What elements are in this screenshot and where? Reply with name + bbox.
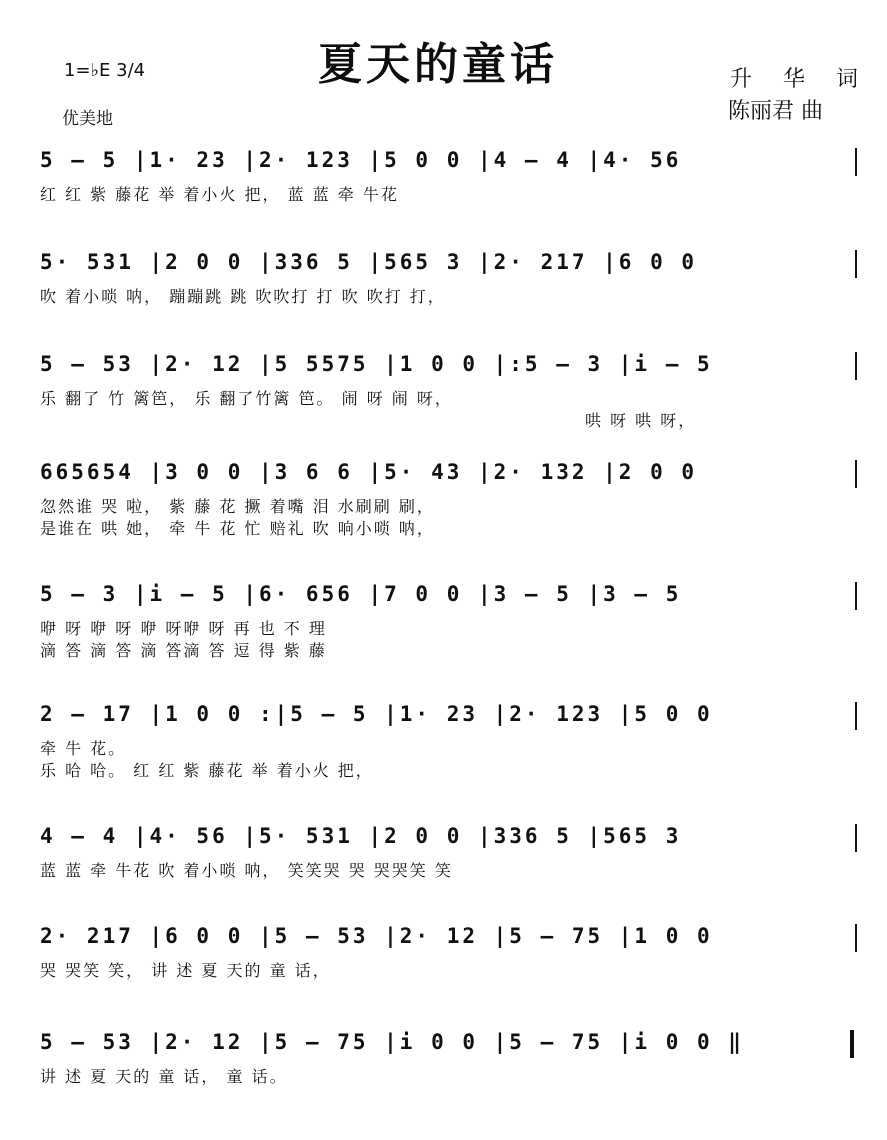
tempo-marking: 优美地 (62, 109, 113, 129)
song-title: 夏天的童话 (318, 39, 558, 90)
music-system (0, 916, 887, 1034)
lyric-line: 哭 哭笑 笑， 讲 述 夏 天的 童 话， (40, 961, 331, 980)
notation-line: 2· 217 |6 0 0 |5 – 53 |2· 12 |5 – 75 |1 0 0 (40, 924, 713, 948)
music-system (0, 344, 887, 462)
notation-line: 5 – 3 |i – 5 |6· 656 |7 0 0 |3 – 5 |3 – 5 (40, 582, 682, 606)
lyric-line: 蓝 蓝 牵 牛花 吹 着小唢 呐， 笑笑哭 哭 哭哭笑 笑 (40, 861, 453, 880)
barline (855, 824, 857, 852)
lyric-line: 乐 哈 哈。 红 红 紫 藤花 举 着小火 把， (40, 761, 374, 780)
barline (855, 924, 857, 952)
notation-line: 2 – 17 |1 0 0 :|5 – 5 |1· 23 |2· 123 |5 0 0 (40, 702, 713, 726)
music-system (0, 140, 887, 258)
music-system (0, 242, 887, 360)
notation-line: 5· 531 |2 0 0 |336 5 |565 3 |2· 217 |6 0 0 (40, 250, 698, 274)
lyric-line: 滴 答 滴 答 滴 答滴 答 逗 得 紫 藤 (40, 641, 327, 660)
notation-line: 5 – 53 |2· 12 |5 5575 |1 0 0 |:5 – 3 |i – 5 (40, 352, 713, 376)
notation-line: 665654 |3 0 0 |3 6 6 |5· 43 |2· 132 |2 0 0 (40, 460, 698, 484)
barline (855, 250, 857, 278)
lyric-line: 牵 牛 花。 (40, 739, 127, 758)
barline (855, 460, 857, 488)
lyric-line: 是谁在 哄 她， 牵 牛 花 忙 赔礼 吹 响小唢 呐， (40, 519, 435, 538)
lyric-line: 乐 翻了 竹 篱笆， 乐 翻了竹篱 笆。 闹 呀 闹 呀， (40, 389, 453, 408)
lyric-line: 讲 述 夏 天的 童 话， 童 话。 (40, 1067, 288, 1086)
barline (855, 582, 857, 610)
barline (855, 148, 857, 176)
notation-line: 5 – 5 |1· 23 |2· 123 |5 0 0 |4 – 4 |4· 56 (40, 148, 682, 172)
barline (855, 352, 857, 380)
composer-credit: 陈丽君 曲 (728, 99, 823, 124)
music-system (0, 1022, 887, 1140)
music-system (0, 452, 887, 570)
final-barline (850, 1030, 854, 1058)
key-signature: 1=♭E 3/4 (64, 60, 146, 81)
lyricist-credit: 升 华 词 (730, 67, 870, 92)
barline (855, 702, 857, 730)
lyric-line: 咿 呀 咿 呀 咿 呀咿 呀 再 也 不 理 (40, 619, 327, 638)
lyric-line: 吹 着小唢 呐， 蹦蹦跳 跳 吹吹打 打 吹 吹打 打， (40, 287, 446, 306)
lyric-line: 哄 呀 哄 呀， (585, 411, 697, 430)
lyric-line: 红 红 紫 藤花 举 着小火 把， 蓝 蓝 牵 牛花 (40, 185, 399, 204)
notation-line: 4 – 4 |4· 56 |5· 531 |2 0 0 |336 5 |565 3 (40, 824, 682, 848)
music-system (0, 694, 887, 812)
lyric-line: 忽然谁 哭 啦， 紫 藤 花 撅 着嘴 泪 水刷刷 刷， (40, 497, 435, 516)
notation-line: 5 – 53 |2· 12 |5 – 75 |i 0 0 |5 – 75 |i 0 0 ‖ (40, 1030, 744, 1054)
music-system (0, 574, 887, 692)
